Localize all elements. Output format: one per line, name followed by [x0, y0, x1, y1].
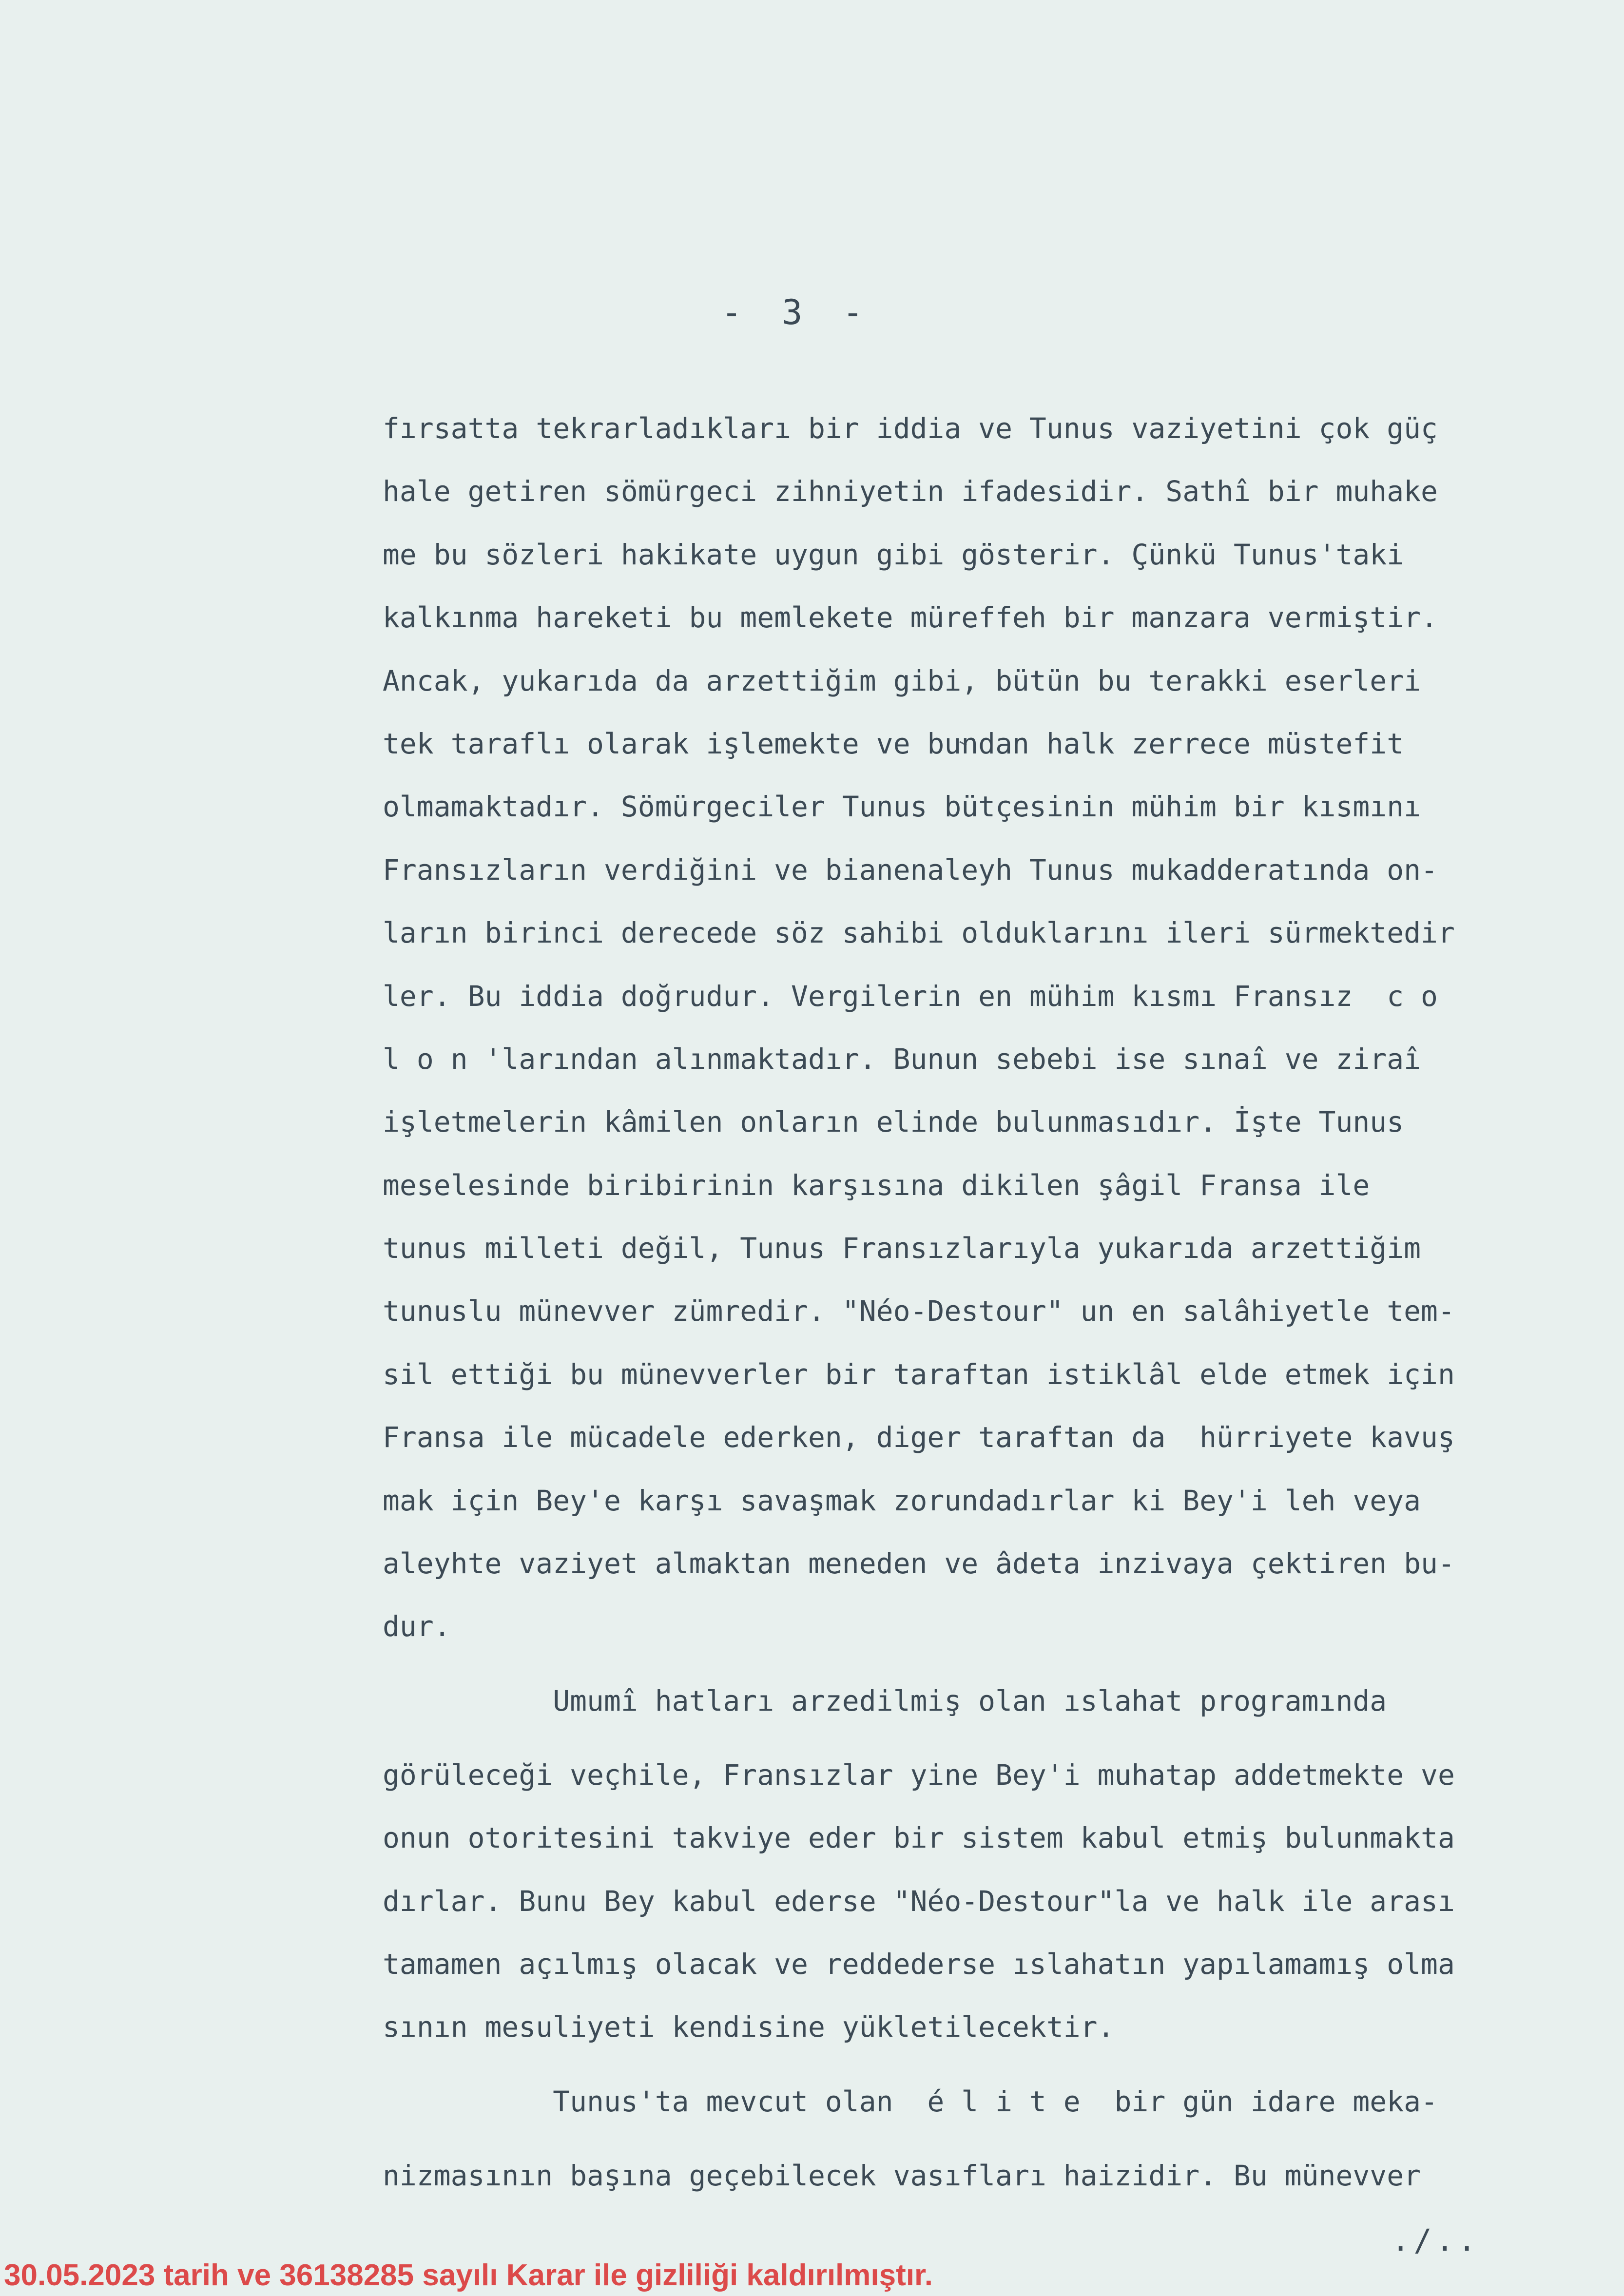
- text-line: tamamen açılmış olacak ve reddederse ıslahatın yapılamamış olma: [383, 1947, 1455, 1981]
- text-line: olmamaktadır. Sömürgeciler Tunus bütçesinin mühim bir kısmını: [383, 790, 1421, 824]
- text-line: tunuslu münevver zümredir. "Néo-Destour" un en salâhiyetle tem-: [383, 1294, 1455, 1328]
- text-line: tek taraflı olarak işlemekte ve bundan halk zerrece müstefit: [383, 727, 1404, 760]
- text-line: dırlar. Bunu Bey kabul ederse "Néo-Destour"la ve halk ile arası: [383, 1884, 1455, 1918]
- text-line: aleyhte vaziyet almaktan meneden ve âdeta inzivaya çektiren bu-: [383, 1547, 1455, 1581]
- text-line: nizmasının başına geçebilecek vasıfları haizidir. Bu münevver: [383, 2159, 1421, 2192]
- paragraph-start-line: Tunus'ta mevcut olan é l i t e bir gün idare meka-: [383, 2084, 1438, 2118]
- paragraph-start-line: Umumî hatları arzedilmiş olan ıslahat programında: [383, 1684, 1387, 1717]
- text-line: l o n 'larından alınmaktadır. Bunun sebebi ise sınaî ve ziraî: [383, 1042, 1421, 1076]
- text-line: ların birinci derecede söz sahibi olduklarını ileri sürmektedir: [383, 916, 1455, 950]
- text-line: işletmelerin kâmilen onların elinde bulunmasıdır. İşte Tunus: [383, 1105, 1404, 1139]
- text-line: dur.: [383, 1610, 451, 1643]
- page-number: - 3 -: [721, 292, 873, 332]
- declassification-notice: 30.05.2023 tarih ve 36138285 sayılı Karar ile gizliliği kaldırılmıştır.: [4, 2258, 933, 2292]
- text-line: tunus milleti değil, Tunus Fransızlarıyla yukarıda arzettiğim: [383, 1232, 1421, 1265]
- text-line: Ancak, yukarıda da arzettiğim gibi, bütün bu terakki eserleri: [383, 664, 1421, 697]
- text-line: Fransa ile mücadele ederken, diger taraftan da hürriyete kavuş: [383, 1421, 1455, 1454]
- text-line: mak için Bey'e karşı savaşmak zorundadırlar ki Bey'i leh veya: [383, 1484, 1421, 1517]
- text-line: ler. Bu iddia doğrudur. Vergilerin en mühim kısmı Fransız c o: [383, 979, 1438, 1013]
- text-line: görüleceği veçhile, Fransızlar yine Bey'i muhatap addetmekte ve: [383, 1758, 1455, 1792]
- text-line: sil ettiği bu münevverler bir taraftan istiklâl elde etmek için: [383, 1357, 1455, 1391]
- text-line: meselesinde biribirinin karşısına dikilen şâgil Fransa ile: [383, 1168, 1370, 1202]
- text-line: kalkınma hareketi bu memlekete müreffeh bir manzara vermiştir.: [383, 601, 1438, 635]
- text-line: onun otoritesini takviye eder bir sistem kabul etmiş bulunmakta: [383, 1821, 1455, 1855]
- text-line: sının mesuliyeti kendisine yükletilecektir.: [383, 2010, 1115, 2044]
- text-line: Fransızların verdiğini ve bianenaleyh Tunus mukadderatında on-: [383, 853, 1438, 887]
- text-line: fırsatta tekrarladıkları bir iddia ve Tunus vaziyetini çok güç: [383, 412, 1438, 445]
- text-line: me bu sözleri hakikate uygun gibi gösterir. Çünkü Tunus'taki: [383, 538, 1404, 571]
- continuation-mark: ./..: [1392, 2222, 1480, 2258]
- body-text: [383, 397, 1611, 2207]
- text-line: hale getiren sömürgeci zihniyetin ifadesidir. Sathî bir muhake: [383, 475, 1438, 508]
